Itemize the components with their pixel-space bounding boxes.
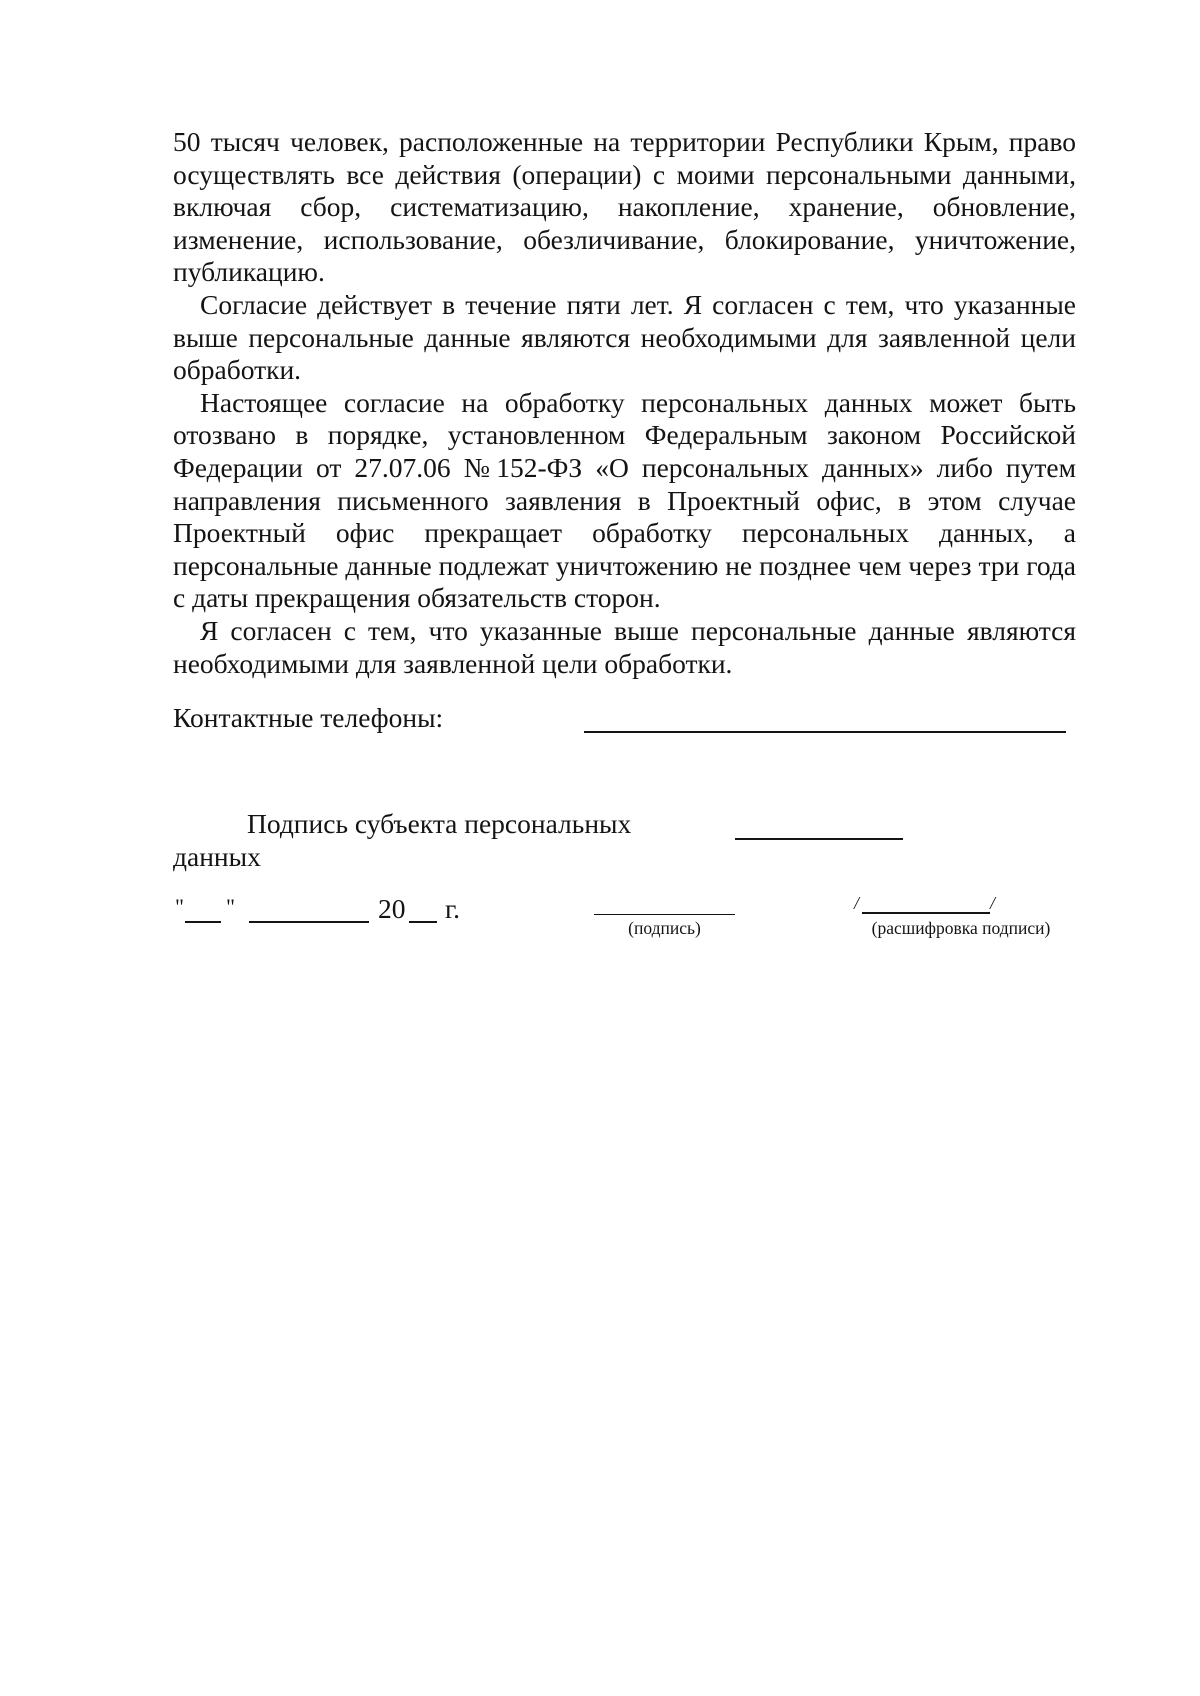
signature-decode-field xyxy=(854,893,1004,917)
signature-subject-line[interactable] xyxy=(735,838,903,840)
date-year-prefix: 20 xyxy=(378,893,406,924)
contacts-label: Контактные телефоны: xyxy=(173,702,444,733)
date-open-quote: " xyxy=(175,894,184,919)
date-month-line[interactable] xyxy=(249,921,369,923)
date-year-line[interactable] xyxy=(409,921,437,923)
decode-line[interactable] xyxy=(862,912,990,914)
date-day-line[interactable] xyxy=(185,921,221,923)
contacts-phone-line[interactable] xyxy=(584,731,1066,733)
date-field xyxy=(175,893,475,933)
signature-line[interactable] xyxy=(594,914,735,915)
paragraph-consent-term: Согласие действует в течение пяти лет. Я согласен с тем, что указанные выше персональные данные являются необходимыми для заявленной цели обработки. xyxy=(173,288,1076,386)
paragraph-consent-actions: 50 тысяч человек, расположенные на территории Республики Крым, право осуществлять все действия (операции) с моими персональными данными, включая сбор, систематизацию, накопление, хранение, обновление, изменение, использование, обезличивание, блокирование, уничтожение, публикацию. xyxy=(173,126,1076,288)
signature-caption: (подпись) xyxy=(628,918,701,938)
decode-slash-left: / xyxy=(854,893,860,913)
paragraph-consent-agreement: Я согласен с тем, что указанные выше персональные данные являются необходимыми для заявленной цели обработки. xyxy=(173,614,1076,679)
date-year-suffix: г. xyxy=(445,893,461,924)
decode-slash-right: / xyxy=(990,893,996,913)
decode-caption: (расшифровка подписи) xyxy=(871,918,1051,938)
consent-text xyxy=(173,126,1076,680)
date-close-quote: " xyxy=(226,894,235,919)
paragraph-consent-revocation: Настоящее согласие на обработку персональных данных может быть отозвано в порядке, установленном Федеральным законом Российской Федерации от 27.07.06 №152-ФЗ «О персональных данных» либо путем направления письменного заявления в Проектный офис, в этом случае Проектный офис прекращает обработку персональных данных, а персональные данные подлежат уничтожению не позднее чем через три года с даты прекращения обязательств сторон. xyxy=(173,386,1076,614)
signature-subject-label: Подпись субъекта персональных данных xyxy=(173,808,632,872)
